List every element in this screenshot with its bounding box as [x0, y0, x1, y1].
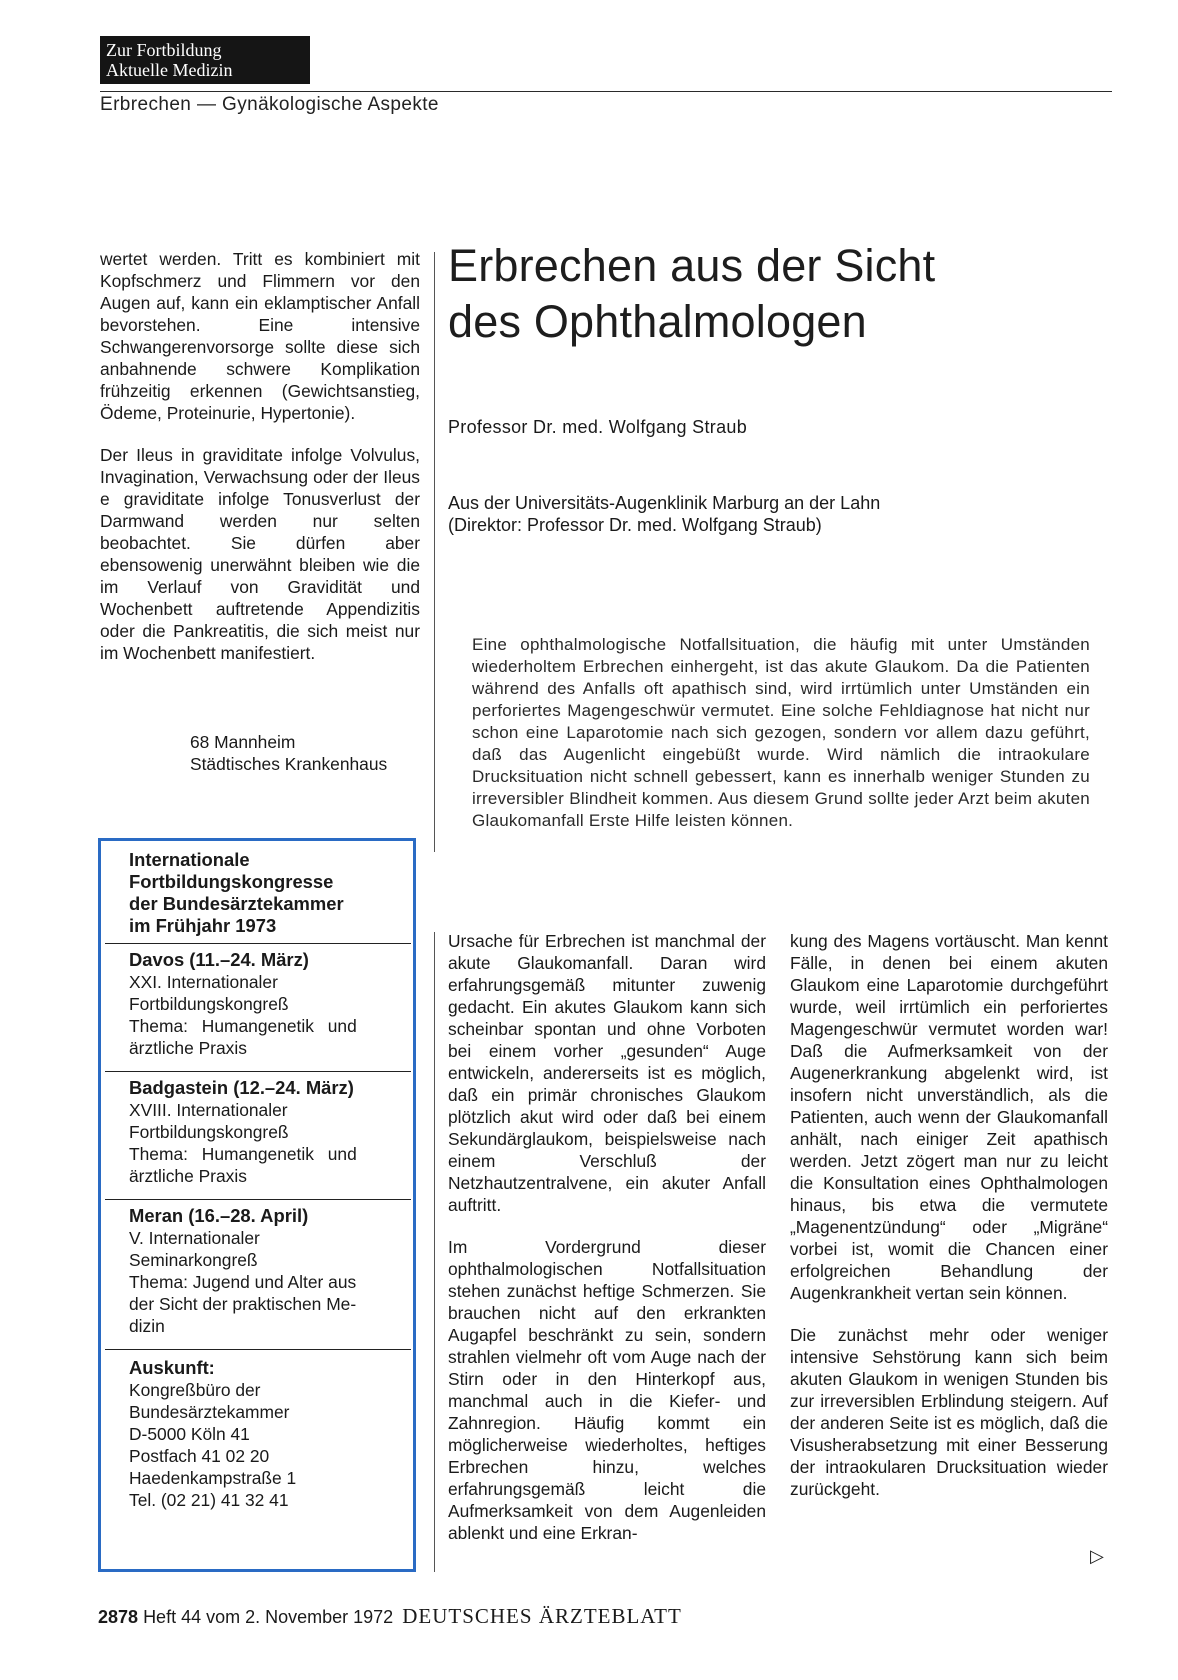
- contact-line: Tel. (02 21) 41 32 41: [129, 1490, 289, 1510]
- article-affiliation: [448, 492, 880, 536]
- event-line: ärztliche Praxis: [129, 1166, 247, 1186]
- section-tag-line1: Zur Fortbildung: [106, 40, 222, 60]
- address-line: 68 Mannheim: [190, 732, 296, 752]
- box-heading-section: [105, 845, 411, 944]
- contact-line: Kongreßbüro der: [129, 1380, 261, 1400]
- page-footer: [98, 1604, 682, 1629]
- event-line: Thema: Jugend und Alter aus: [129, 1272, 357, 1292]
- event-line: Fortbildungskongreß: [129, 994, 289, 1014]
- body-paragraph: kung des Magens vortäuscht. Man kennt Fälle, in denen bei einem akuten Glaukom eine Laparotomie durchgeführt wurde, weil irrtümlich ein perforiertes Magengeschwür vermutet worden war! Daß die Aufmerksamkeit von der Augenerkrankung abgelenkt wird, ist insofern nicht unverständlich, als die Patienten, auch wenn der Glaukomanfall anhält, nach einiger Zeit apathisch werden. Jetzt zögert man nur zu leicht die Konsultation eines Ophthalmologen hinaus, bis etwa die vermutete „Magenentzündung“ oder „Migräne“ vorbei ist, womit die Chancen einer erfolgreichen Behandlung der Augenkrankheit vertan sein können.: [790, 931, 1108, 1303]
- contact-line: Postfach 41 02 20: [129, 1446, 270, 1466]
- event-place: Badgastein (12.–24. März): [129, 1077, 354, 1098]
- left-paragraph-1: wertet werden. Tritt es kombiniert mit Kopfschmerz und Flimmern vor den Augen auf, kann ein eklamptischer Anfall bevorstehen. Eine intensive Schwangerenvorsorge sollte diese sich anbahnende schwere Komplikation frühzeitig erkennen (Gewichtsanstieg, Ödeme, Proteinurie, Hypertonie).: [100, 249, 420, 423]
- event-line: ärztliche Praxis: [129, 1038, 247, 1058]
- article-author: Professor Dr. med. Wolfgang Straub: [448, 417, 747, 437]
- article-abstract: Eine ophthalmologische Notfallsituation, die häufig mit unter Umständen wiederholtem Erbrechen einhergeht, ist das akute Glaukom. Da die Patienten während des Anfalls oft apathisch sind, wird irrtümlich unter Umständen ein perforiertes Magengeschwür vermutet. Eine solche Fehldiagnose hat nicht nur schon eine Laparotomie nach sich gezogen, sondern vor allem dazu geführt, daß das Augenlicht eingebüßt wurde. Wird nämlich die intraokulare Drucksituation nicht schnell gebessert, kann es innerhalb weniger Stunden zu irreversibler Blindheit kommen. Aus diesem Grund sollte jeder Arzt beim akuten Glaukomanfall Erste Hilfe leisten können.: [472, 635, 1090, 830]
- left-column: [100, 248, 420, 664]
- continue-arrow-icon: ▷: [1090, 1546, 1104, 1566]
- article-title-line: Erbrechen aus der Sicht: [448, 240, 936, 291]
- event-line: der Sicht der praktischen Me-: [129, 1294, 357, 1314]
- box-heading-line: Internationale: [129, 849, 250, 870]
- event-line: dizin: [129, 1316, 165, 1336]
- contact-line: Bundesärztekammer: [129, 1402, 290, 1422]
- magazine-name: DEUTSCHES ÄRZTEBLATT: [402, 1604, 682, 1628]
- box-event-davos: [105, 945, 411, 1072]
- box-contact: [105, 1353, 411, 1511]
- author-address: [190, 731, 420, 775]
- event-line: Thema: Humangenetik und: [129, 1016, 357, 1036]
- event-line: Seminarkongreß: [129, 1250, 258, 1270]
- article-title-line: des Ophthalmologen: [448, 296, 867, 347]
- event-line: V. Internationaler: [129, 1228, 260, 1248]
- body-paragraph: Die zunächst mehr oder weniger intensive Sehstörung kann sich beim akuten Glaukom in wenigen Stunden bis zur irreversiblen Erblindung steigern. Auf der anderen Seite ist es möglich, daß die Visusherabsetzung mit einer Besserung der intraokularen Drucksituation wieder zurückgeht.: [790, 1325, 1108, 1499]
- body-paragraph: Im Vordergrund dieser ophthalmologischen Notfallsituation stehen zunächst heftige Schmerzen. Sie brauchen nicht auf den erkrankten Augapfel beschränkt zu sein, sondern strahlen vielmehr oft vom Auge nach der Stirn oder in den Hinterkopf aus, manchmal auch in die Kiefer- und Zahnregion. Häufig kommt ein möglicherweise wiederholtes, heftiges Erbrechen hinzu, welches erfahrungsgemäß leicht die Aufmerksamkeit von dem Augenleiden ablenkt und eine Erkran-: [448, 1237, 766, 1543]
- column-divider: [434, 252, 435, 852]
- affiliation-line: Aus der Universitäts-Augenklinik Marburg an der Lahn: [448, 493, 881, 513]
- section-tag: [100, 36, 310, 84]
- section-title: Erbrechen — Gynäkologische Aspekte: [100, 94, 439, 115]
- box-heading-line: im Frühjahr 1973: [129, 915, 277, 936]
- event-place: Davos (11.–24. März): [129, 949, 309, 970]
- issue-info: Heft 44 vom 2. November 1972: [143, 1607, 394, 1627]
- article-title: [448, 238, 935, 350]
- section-tag-line2: Aktuelle Medizin: [106, 60, 233, 80]
- body-paragraph: Ursache für Erbrechen ist manchmal der akute Glaukomanfall. Daran wird erfahrungsgemäß mitunter zuwenig gedacht. Ein akutes Glaukom kann sich scheinbar spontan und ohne Vorboten bei einem vorher „gesunden“ Auge entwickeln, andererseits ist es möglich, daß ein primär chronisches Glaukom plötzlich akut wird oder daß bei einem Sekundärglaukom, beispielsweise nach einem Verschluß der Netzhautzentralvene, ein akuter Anfall auftritt.: [448, 931, 766, 1215]
- event-line: XXI. Internationaler: [129, 972, 278, 992]
- header-divider: [100, 91, 1112, 92]
- event-line: Fortbildungskongreß: [129, 1122, 289, 1142]
- congress-info-box: [98, 838, 416, 1572]
- event-line: XVIII. Internationaler: [129, 1100, 288, 1120]
- contact-label: Auskunft:: [129, 1357, 215, 1378]
- page-number: 2878: [98, 1607, 139, 1627]
- body-column-middle: [448, 930, 766, 1544]
- box-heading-line: der Bundesärztekammer: [129, 893, 344, 914]
- contact-line: Haedenkampstraße 1: [129, 1468, 297, 1488]
- column-divider: [434, 932, 435, 1572]
- event-line: Thema: Humangenetik und: [129, 1144, 357, 1164]
- body-column-right: [790, 930, 1108, 1500]
- box-event-badgastein: [105, 1073, 411, 1200]
- left-paragraph-2: Der Ileus in graviditate infolge Volvulus, Invagination, Verwachsung oder der Ileus e graviditate infolge Tonusverlust der Darmwand werden nur selten beobachtet. Sie dürfen aber ebensowenig unerwähnt bleiben wie die im Verlauf von Gravidität und Wochenbett auftretende Appendizitis oder die Pankreatitis, die sich meist nur im Wochenbett manifestiert.: [100, 445, 420, 663]
- contact-line: D-5000 Köln 41: [129, 1424, 250, 1444]
- box-heading-line: Fortbildungskongresse: [129, 871, 334, 892]
- event-place: Meran (16.–28. April): [129, 1205, 309, 1226]
- affiliation-line: (Direktor: Professor Dr. med. Wolfgang Straub): [448, 515, 822, 535]
- box-event-meran: [105, 1201, 411, 1350]
- address-line: Städtisches Krankenhaus: [190, 754, 388, 774]
